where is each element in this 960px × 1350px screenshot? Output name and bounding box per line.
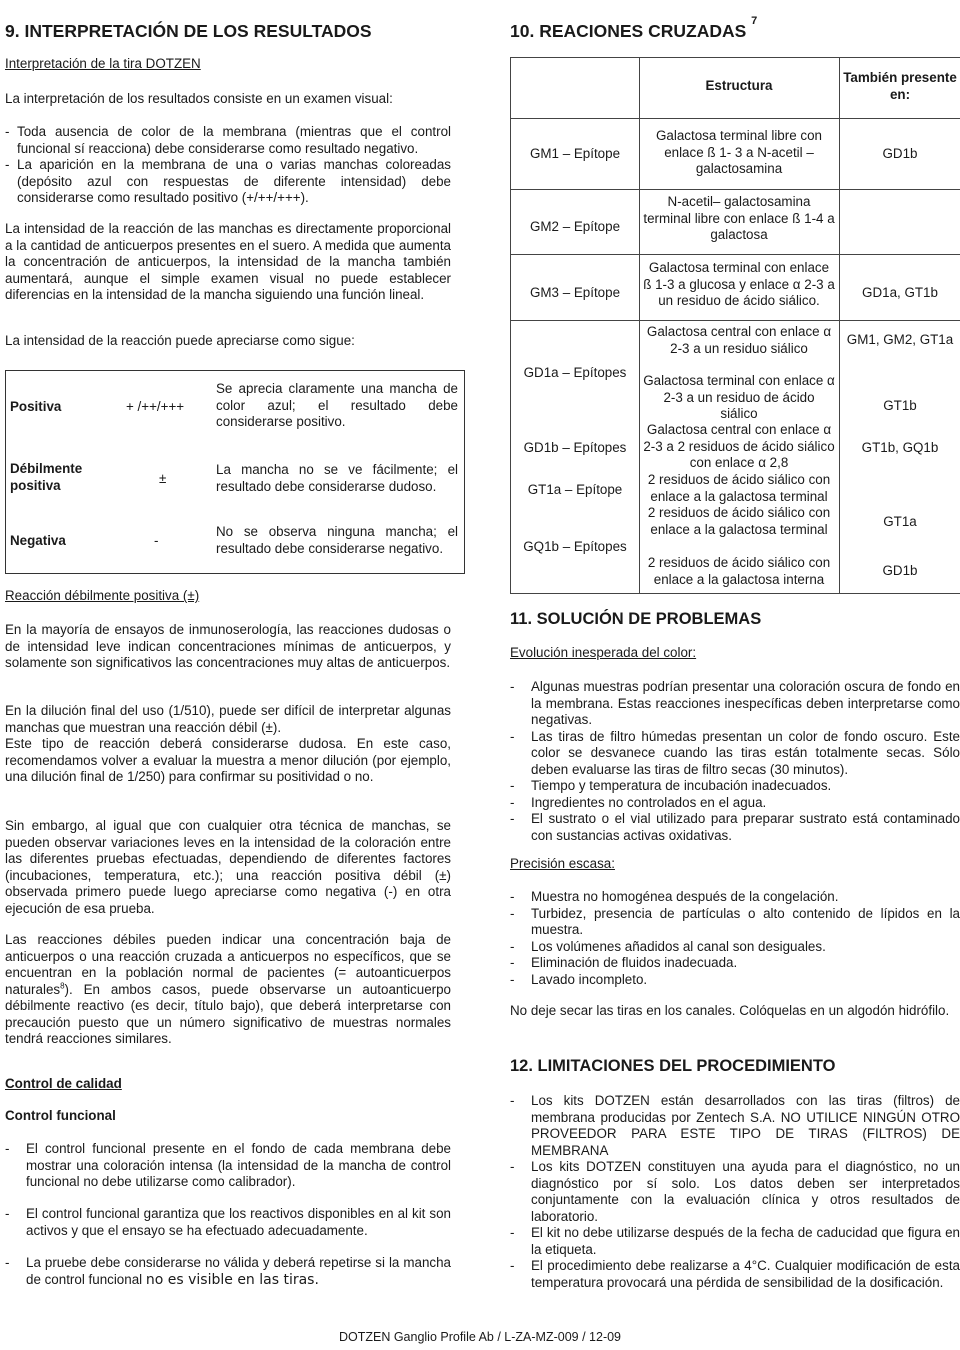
header-also-present: También presente en:: [843, 70, 957, 102]
also-group-1: GM1, GM2, GT1a: [846, 332, 954, 347]
dry-paragraph: No deje secar las tiras en los canales. Colóquelas en un algodón hidrófilo.: [510, 1003, 950, 1018]
limitations-list: [510, 1093, 960, 1291]
section-12-title: 12. LIMITACIONES DEL PROCEDIMIENTO: [510, 1057, 836, 1075]
list-item: - El control funcional presente en el fondo de cada membrana debe mostrar una coloración intensa (la intensidad de la mancha de control funcional no debe utilizarse como calibrador).: [5, 1141, 451, 1191]
weak-reaction-heading: Reacción débilmente positiva (±): [5, 588, 200, 603]
page-footer: DOTZEN Ganglio Profile Ab / L-ZA-MZ-009 / 12-09: [338, 1330, 622, 1344]
functional-control-heading: Control funcional: [5, 1108, 116, 1123]
precision-list: [510, 889, 960, 988]
reaction-desc-negative: No se observa ninguna mancha; el resultado debe considerarse negativo.: [216, 524, 458, 556]
list-item: - La pruebe debe considerarse no válida y deberá repetirse si la mancha de control funcional no es visible en las tiras.: [5, 1255, 451, 1288]
section-9-title: 9. INTERPRETACIÓN DE LOS RESULTADOS: [5, 21, 372, 41]
reaction-symbol-weak: ±: [159, 471, 167, 486]
structure-group-3: Galactosa central con enlace α 2-3 a 2 residuos de ácido siálico con enlace α 2,8: [643, 422, 835, 470]
structure-group-1: Galactosa central con enlace α 2-3 a un residuo siálico: [646, 324, 832, 356]
reaction-label-weak: Débilmente positiva: [10, 461, 83, 493]
unexpected-color-list: [510, 679, 960, 844]
reaction-desc-positive: Se aprecia claramente una mancha de color azul; el resultado debe considerarse positivo.: [216, 381, 458, 429]
reaction-label-negative: Negativa: [10, 533, 66, 548]
quality-control-list-2: [5, 1206, 451, 1239]
also-gm3: GD1a, GT1b: [862, 285, 938, 300]
list-item: - El control funcional garantiza que los reactivos disponibles en al kit son activos y que el ensayo se ha efectuado adecuadamente.: [5, 1206, 451, 1239]
list-item: - Tiempo y temperatura de incubación inadecuados.: [510, 778, 960, 795]
reaction-table: [5, 370, 465, 574]
list-item: - Turbidez, presencia de partículas o alto contenido de lípidos en la muestra.: [510, 906, 960, 939]
header-structure: Estructura: [705, 78, 773, 93]
also-group-2: GT1b: [883, 398, 917, 413]
weak-paragraph-2b: Este tipo de reacción deberá considerarse dudosa. En este caso, recomendamos volver a evaluar la muestra a menor dilución (por ejemplo, una dilución final de 1/250) para confirmar su positividad o no.: [5, 736, 451, 784]
section-11-title: 11. SOLUCIÓN DE PROBLEMAS: [510, 610, 762, 628]
interpretation-list: [11, 124, 451, 207]
quality-control-heading: Control de calidad: [5, 1076, 122, 1091]
list-item: - Lavado incompleto.: [510, 972, 960, 989]
reaction-symbol-negative: -: [154, 533, 159, 548]
list-item: - Los kits DOTZEN constituyen una ayuda para el diagnóstico, no un diagnóstico por sí solo. Los datos deben ser interpretados conjuntamente con la evaluación clínica y otros resultados de laboratorio.: [510, 1159, 960, 1225]
epitope-gm1: GM1 – Epítope: [529, 146, 621, 161]
list-item: - Toda ausencia de color de la membrana (mientras que el control funcional sí reacciona) debe considerarse como resultado negativo.: [11, 124, 451, 157]
weak-paragraph-1: En la mayoría de ensayos de inmunoserología, las reacciones dudosas o de intensidad leve indican concentraciones mínimas de anticuerpos, y solamente son significativos las concentraciones muy altas de anticuerpos.: [5, 622, 451, 670]
list-item: - Eliminación de fluidos inadecuada.: [510, 955, 960, 972]
list-item: - La aparición en la membrana de una o varias manchas coloreadas (depósito azul con respuestas de diferente intensidad) debe considerarse como resultado positivo (+/++/+++).: [11, 157, 451, 207]
structure-gm2: N-acetil– galactosamina terminal libre con enlace ß 1-4 a galactosa: [643, 194, 835, 242]
quality-control-list-3: [5, 1255, 451, 1288]
epitope-gd1a: GD1a – Epítopes: [523, 365, 627, 380]
list-item: - Los volúmenes añadidos al canal son desiguales.: [510, 939, 960, 956]
quality-control-list: [5, 1141, 451, 1191]
reaction-desc-weak: La mancha no se ve fácilmente; el resultado debe considerarse dudoso.: [216, 462, 458, 494]
weak-paragraph-2a: En la dilución final del uso (1/510), puede ser difícil de interpretar algunas manchas que muestran una reacción débil (±).: [5, 703, 451, 735]
intensity-paragraph: La intensidad de la reacción de las manchas es directamente proporcional a la cantidad de anticuerpos presentes en el suero. A medida que aumenta la concentración de anticuerpos, la intensidad de la mancha también aumentará, aunque el simple examen visual no puede establecer diferencias en la intensidad de la mancha siguiendo una función lineal.: [5, 221, 451, 302]
structure-group-6: 2 residuos de ácido siálico con enlace a la galactosa interna: [647, 555, 831, 587]
list-item: - El sustrato o el vial utilizado para preparar sustrato está contaminado con sustancias activas oxidativas.: [510, 811, 960, 844]
weak-paragraph-4: Las reacciones débiles pueden indicar una concentración baja de anticuerpos o una reacción cruzada a anticuerpos no específicos, que se encuentran en la población normal de pacientes (= autoanticuerpos naturales$^8$). En ambos casos, puede observarse un autoanticuerpo débilmente reactivo (es decir, título bajo), que deberá interpretarse con precaución puesto que un número significativo de muestras normales tendrá reacciones similares.: [5, 932, 451, 1046]
precision-heading: Precisión escasa:: [510, 856, 615, 871]
list-item: - Las tiras de filtro húmedas presentan un color de fondo oscuro. Este color se desvanece cuando las tiras están totalmente secas. Sólo deben evaluarse las tiras de filtro secas (30 minutos).: [510, 729, 960, 779]
section-10-title: 10. REACIONES CRUZADAS $^7$: [510, 15, 758, 41]
structure-group-4: 2 residuos de ácido siálico con enlace a la galactosa terminal: [647, 472, 831, 504]
list-item: - Muestra no homogénea después de la congelación.: [510, 889, 960, 906]
list-item: - Los kits DOTZEN están desarrollados con las tiras (filtros) de membrana producidas por Zentech S.A. NO UTILICE NINGÚN OTRO PROVEEDOR PARA ESTE TIPO DE TIRAS (FILTROS) DE MEMBRANA: [510, 1093, 960, 1159]
unexpected-color-heading: Evolución inesperada del color:: [510, 645, 697, 660]
list-item: - Ingredientes no controlados en el agua.: [510, 795, 960, 812]
also-group-5: GD1b: [882, 563, 918, 578]
structure-gm3: Galactosa terminal con enlace ß 1-3 a glucosa y enlace α 2-3 a un residuo de ácido siálico.: [643, 260, 835, 308]
list-item: - Algunas muestras podrían presentar una coloración oscura de fondo en la membrana. Estas reacciones inespecíficas deben interpretarse como negativas.: [510, 679, 960, 729]
also-gm1: GD1b: [882, 146, 918, 161]
interpretation-heading: Interpretación de la tira DOTZEN: [5, 56, 201, 71]
structure-group-5: 2 residuos de ácido siálico con enlace a la galactosa terminal: [647, 505, 831, 537]
list-item: - El kit no debe utilizarse después de la fecha de caducidad que figura en la etiqueta.: [510, 1225, 960, 1258]
weak-paragraph-3: Sin embargo, al igual que con cualquier otra técnica de manchas, se pueden observar variaciones leves en la intensidad de la coloración entre las diferentes pruebas efectuadas, dependiendo de diferentes factores (incubaciones, temperatura, etc.); una reacción positiva débil (±) observada primero puede luego apreciarse como negativa (-) en otra ejecución de esa prueba.: [5, 818, 451, 916]
epitope-gd1b: GD1b – Epítopes: [523, 440, 627, 455]
epitope-gq1b: GQ1b – Epítopes: [523, 539, 627, 554]
cross-reaction-table: [510, 57, 960, 594]
list-item: - El procedimiento debe realizarse a 4°C. Cualquier modificación de esta temperatura provocará una pérdida de sensibilidad de la dosificación.: [510, 1258, 960, 1291]
reaction-intro: La intensidad de la reacción puede apreciarse como sigue:: [5, 333, 355, 348]
also-group-4: GT1a: [883, 514, 917, 529]
epitope-gm2: GM2 – Epítope: [529, 219, 621, 234]
interpretation-intro: La interpretación de los resultados consiste en un examen visual:: [5, 91, 393, 106]
structure-gm1: Galactosa terminal libre con enlace ß 1- 3 a N-acetil – galactosamina: [656, 128, 822, 176]
epitope-gm3: GM3 – Epítope: [529, 285, 621, 300]
epitope-gt1a: GT1a – Epítope: [527, 482, 623, 497]
reaction-symbol-positive: + /++/+++: [126, 399, 185, 414]
reaction-label-positive: Positiva: [10, 399, 62, 414]
also-group-3: GT1b, GQ1b: [861, 440, 939, 455]
structure-group-2: Galactosa terminal con enlace α 2-3 a un residuo de ácido siálico: [643, 373, 835, 421]
